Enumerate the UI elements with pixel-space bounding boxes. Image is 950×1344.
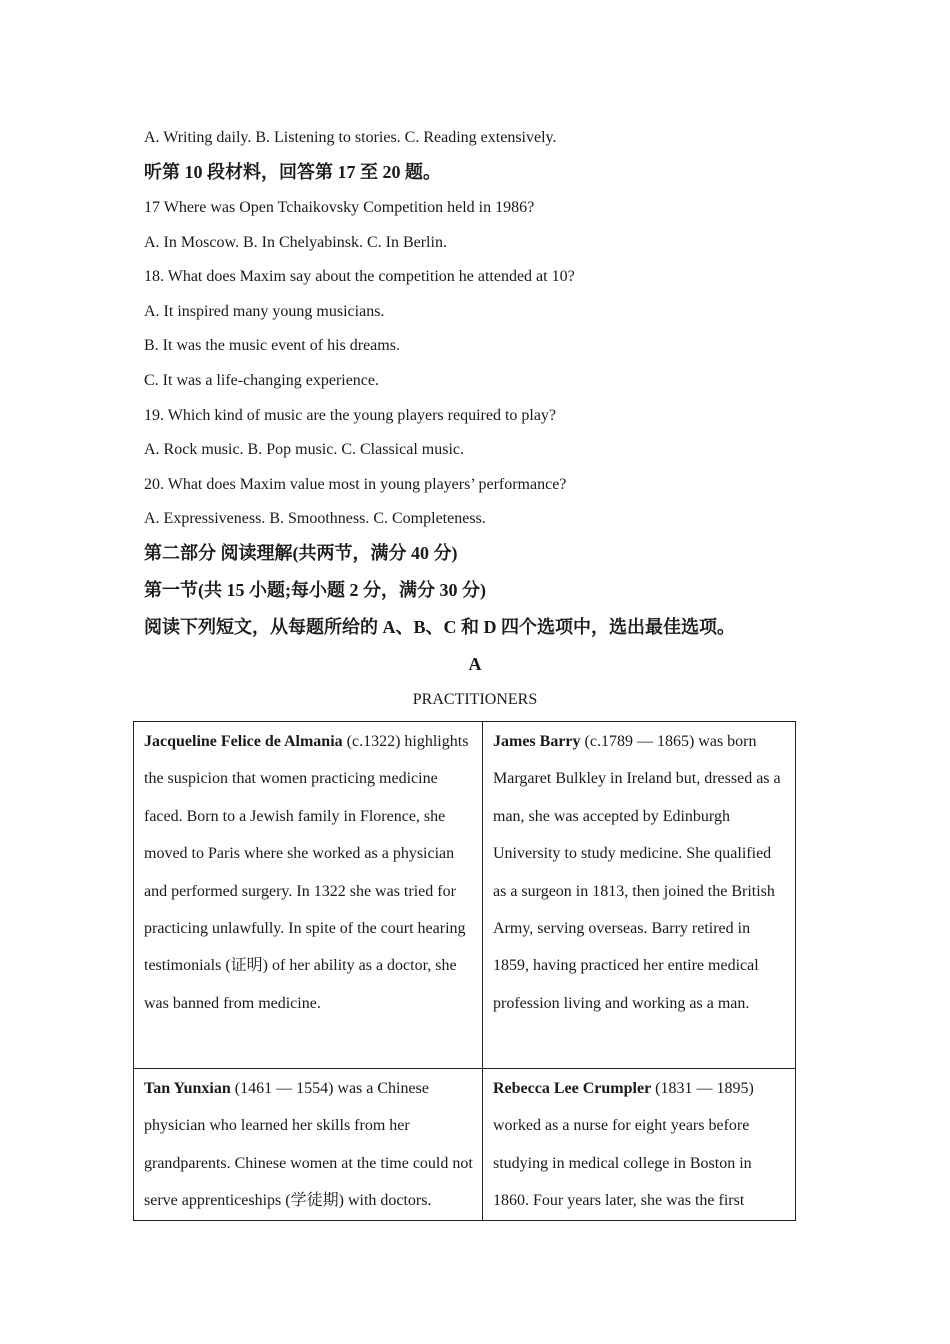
q20-stem: 20. What does Maxim value most in young players’ performance? — [144, 476, 567, 493]
q17-options: A. In Moscow. B. In Chelyabinsk. C. In Berlin. — [144, 234, 447, 251]
q18-option-c: C. It was a life-changing experience. — [144, 372, 380, 389]
practitioner-name: Tan Yunxian — [144, 1080, 231, 1097]
practitioner-bio: (1461 — 1554) was a Chinese physician who learned her skills from her grandparents. Chinese women at the time could not serve apprenticeships (学徒期) with doctors. — [144, 1080, 473, 1210]
section1-heading: 第一节(共 15 小题;每小题 2 分，满分 30 分) — [144, 580, 486, 600]
q18-stem: 18. What does Maxim say about the competition he attended at 10? — [144, 268, 575, 285]
q16-options: A. Writing daily. B. Listening to stories. C. Reading extensively. — [144, 129, 557, 146]
practitioners-table — [133, 721, 796, 1221]
table-cell — [134, 722, 483, 1069]
passage-letter: A — [468, 654, 482, 674]
practitioner-name: James Barry — [493, 733, 581, 750]
table-row — [134, 1069, 796, 1221]
passage-title: PRACTITIONERS — [412, 691, 538, 708]
table-row — [134, 722, 796, 1069]
practitioner-name: Rebecca Lee Crumpler — [493, 1080, 652, 1097]
section10-heading: 听第 10 段材料，回答第 17 至 20 题。 — [144, 162, 441, 182]
practitioner-bio: (c.1789 — 1865) was born Margaret Bulkley in Ireland but, dressed as a man, she was accepted by Edinburgh University to study medicine. She qualified as a surgeon in 1813, then joined the British Army, serving overseas. Barry retired in 1859, having practiced her entire medical profession living and working as a man. — [493, 733, 781, 1012]
table-cell — [134, 1069, 483, 1221]
q20-options: A. Expressiveness. B. Smoothness. C. Completeness. — [144, 510, 486, 527]
q18-option-a: A. It inspired many young musicians. — [144, 303, 385, 320]
q17-stem: 17 Where was Open Tchaikovsky Competition held in 1986? — [144, 199, 535, 216]
table-cell — [483, 722, 796, 1069]
practitioner-bio: (c.1322) highlights the suspicion that women practicing medicine faced. Born to a Jewish family in Florence, she moved to Paris where she worked as a physician and performed surgery. In 1322 she was tried for practicing unlawfully. In spite of the court hearing testimonials (证明) of her ability as a doctor, she was banned from medicine. — [144, 733, 469, 1012]
practitioner-bio: (1831 — 1895) worked as a nurse for eight years before studying in medical college in Boston in 1860. Four years later, she was the first — [493, 1080, 754, 1210]
q19-stem: 19. Which kind of music are the young players required to play? — [144, 407, 557, 424]
reading-instruction: 阅读下列短文，从每题所给的 A、B、C 和 D 四个选项中，选出最佳选项。 — [144, 617, 735, 637]
q19-options: A. Rock music. B. Pop music. C. Classical music. — [144, 441, 464, 458]
table-cell — [483, 1069, 796, 1221]
part2-heading: 第二部分 阅读理解(共两节，满分 40 分) — [144, 543, 458, 563]
practitioner-name: Jacqueline Felice de Almania — [144, 733, 343, 750]
q18-option-b: B. It was the music event of his dreams. — [144, 337, 400, 354]
